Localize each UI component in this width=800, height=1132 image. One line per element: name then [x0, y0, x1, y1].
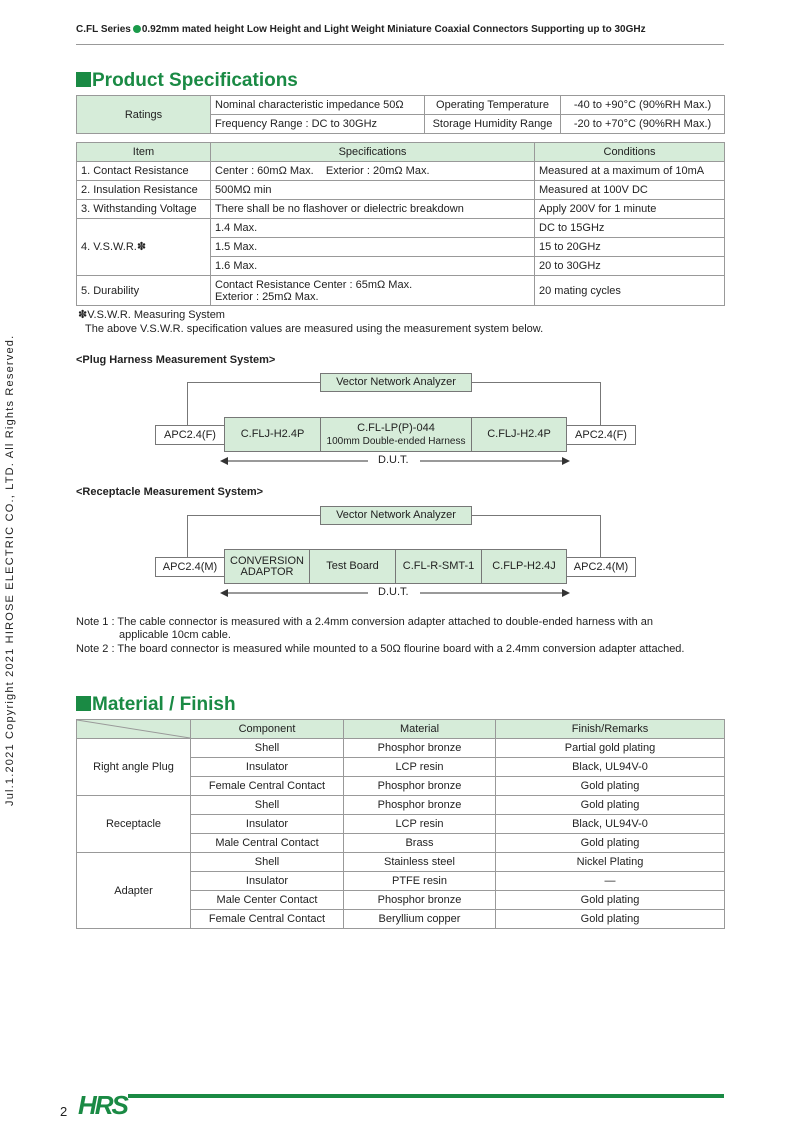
component-cell: Insulator [191, 872, 344, 891]
spec-cell: 1.6 Max. [211, 257, 535, 276]
apc-left-box: APC2.4(F) [155, 425, 225, 445]
col-header-item: Item [77, 143, 211, 162]
specifications-table [76, 142, 725, 306]
vna-box: Vector Network Analyzer [320, 506, 472, 525]
square-bullet-icon [76, 72, 91, 87]
connector-box: C.FLP-H2.4J [481, 549, 567, 584]
finish-cell: Partial gold plating [496, 739, 725, 758]
component-cell: Shell [191, 796, 344, 815]
bullet-icon [133, 25, 141, 33]
section-title-material [76, 694, 236, 716]
table-row [77, 853, 725, 872]
series-description: 0.92mm mated height Low Height and Light Weight Miniature Coaxial Connectors Supporting up to 30GHz [141, 24, 646, 35]
condition-cell: Measured at a maximum of 10mA [535, 162, 725, 181]
finish-cell: Gold plating [496, 796, 725, 815]
diagonal-header-cell [77, 720, 191, 739]
square-bullet-icon [76, 696, 91, 711]
col-header-material: Material [344, 720, 496, 739]
col-header-component: Component [191, 720, 344, 739]
table-row [77, 219, 725, 238]
table-row [77, 276, 725, 306]
table-row [77, 181, 725, 200]
material-cell: Stainless steel [344, 853, 496, 872]
item-cell: 2. Insulation Resistance [77, 181, 211, 200]
vswr-note-text: The above V.S.W.R. specification values are measured using the measurement system below. [85, 323, 544, 335]
material-table [76, 719, 725, 929]
material-cell: Brass [344, 834, 496, 853]
condition-cell: 20 mating cycles [535, 276, 725, 306]
table-row [77, 162, 725, 181]
copyright-side-text: Jul.1.2021 Copyright 2021 HIROSE ELECTRIC CO., LTD. All Rights Reserved. [4, 334, 16, 806]
item-cell: 1. Contact Resistance [77, 162, 211, 181]
ratings-label: Ratings [77, 96, 211, 134]
component-cell: Insulator [191, 758, 344, 777]
section-title-text: Product Specifications [92, 70, 298, 91]
dut-label: D.U.T. [378, 586, 409, 598]
finish-cell: Black, UL94V-0 [496, 815, 725, 834]
item-cell: 4. V.S.W.R.✽ [77, 219, 211, 276]
section-title-specifications [76, 70, 298, 92]
material-cell: Beryllium copper [344, 910, 496, 929]
component-cell: Shell [191, 853, 344, 872]
connector-box: C.FLJ-H2.4P [224, 417, 321, 452]
adaptor-line: CONVERSION [230, 554, 304, 567]
vna-box: Vector Network Analyzer [320, 373, 472, 392]
condition-cell: 15 to 20GHz [535, 238, 725, 257]
condition-cell: Apply 200V for 1 minute [535, 200, 725, 219]
plug-system-title: <Plug Harness Measurement System> [76, 354, 276, 366]
material-cell: Phosphor bronze [344, 739, 496, 758]
component-cell: Female Central Contact [191, 910, 344, 929]
condition-cell: 20 to 30GHz [535, 257, 725, 276]
spec-cell: Center : 60mΩ Max. Exterior : 20mΩ Max. [211, 162, 535, 181]
note-1: Note 1 : The cable connector is measured with a 2.4mm conversion adapter attached to double-ended harness with an [76, 616, 654, 628]
test-board-box: Test Board [309, 549, 396, 584]
finish-cell: Nickel Plating [496, 853, 725, 872]
section-title-text: Material / Finish [92, 694, 236, 715]
ratings-table [76, 95, 725, 134]
item-cell: 3. Withstanding Voltage [77, 200, 211, 219]
dut-label: D.U.T. [378, 454, 409, 466]
header-rule [76, 44, 724, 45]
col-header-conditions: Conditions [535, 143, 725, 162]
apc-right-box: APC2.4(M) [566, 557, 636, 577]
page-number: 2 [60, 1104, 68, 1119]
op-temp-value: -40 to +90°C (90%RH Max.) [561, 96, 725, 115]
page-header [76, 24, 646, 35]
adaptor-line: ADAPTOR [240, 565, 294, 578]
note-1-continued: applicable 10cm cable. [119, 629, 231, 641]
component-cell: Shell [191, 739, 344, 758]
component-cell: Male Central Contact [191, 834, 344, 853]
item-cell: 5. Durability [77, 276, 211, 306]
group-name: Right angle Plug [77, 739, 191, 796]
component-cell: Male Center Contact [191, 891, 344, 910]
material-cell: PTFE resin [344, 872, 496, 891]
material-cell: LCP resin [344, 758, 496, 777]
series-name: C.FL Series [76, 24, 131, 35]
conversion-adaptor-box [224, 549, 310, 584]
material-cell: Phosphor bronze [344, 891, 496, 910]
finish-cell: Black, UL94V-0 [496, 758, 725, 777]
vswr-note-title: ✽V.S.W.R. Measuring System [78, 309, 225, 321]
op-temp-label: Operating Temperature [425, 96, 561, 115]
table-row [77, 739, 725, 758]
finish-cell: Gold plating [496, 910, 725, 929]
material-cell: Phosphor bronze [344, 796, 496, 815]
material-cell: LCP resin [344, 815, 496, 834]
harness-line: 100mm Double-ended Harness [326, 435, 466, 447]
condition-cell: Measured at 100V DC [535, 181, 725, 200]
humidity-value: -20 to +70°C (90%RH Max.) [561, 115, 725, 134]
finish-cell: Gold plating [496, 891, 725, 910]
spec-cell: 500MΩ min [211, 181, 535, 200]
spec-cell: 1.5 Max. [211, 238, 535, 257]
apc-right-box: APC2.4(F) [566, 425, 636, 445]
col-header-specifications: Specifications [211, 143, 535, 162]
spec-cell [211, 276, 535, 306]
material-cell: Phosphor bronze [344, 777, 496, 796]
hrs-logo: HRS [78, 1090, 127, 1120]
finish-cell: Gold plating [496, 777, 725, 796]
condition-cell: DC to 15GHz [535, 219, 725, 238]
spec-cell: 1.4 Max. [211, 219, 535, 238]
impedance: Nominal characteristic impedance 50Ω [211, 96, 425, 115]
harness-box [320, 417, 472, 452]
note-2: Note 2 : The board connector is measured while mounted to a 50Ω flourine board with a 2.4mm conversion adapter attached. [76, 643, 685, 655]
receptacle-box: C.FL-R-SMT-1 [395, 549, 482, 584]
group-name: Adapter [77, 853, 191, 929]
component-cell: Insulator [191, 815, 344, 834]
humidity-label: Storage Humidity Range [425, 115, 561, 134]
spec-cell: There shall be no flashover or dielectric breakdown [211, 200, 535, 219]
table-row [77, 796, 725, 815]
component-cell: Female Central Contact [191, 777, 344, 796]
spec-line: Exterior : 25mΩ Max. [215, 290, 319, 303]
finish-cell: — [496, 872, 725, 891]
group-name: Receptacle [77, 796, 191, 853]
receptacle-system-title: <Receptacle Measurement System> [76, 486, 264, 498]
footer-rule [128, 1094, 724, 1098]
finish-cell: Gold plating [496, 834, 725, 853]
harness-line: C.FL-LP(P)-044 [357, 421, 435, 434]
frequency-range: Frequency Range : DC to 30GHz [211, 115, 425, 134]
spec-line: Contact Resistance Center : 65mΩ Max. [215, 278, 413, 291]
table-row [77, 200, 725, 219]
apc-left-box: APC2.4(M) [155, 557, 225, 577]
col-header-finish: Finish/Remarks [496, 720, 725, 739]
connector-box: C.FLJ-H2.4P [471, 417, 567, 452]
